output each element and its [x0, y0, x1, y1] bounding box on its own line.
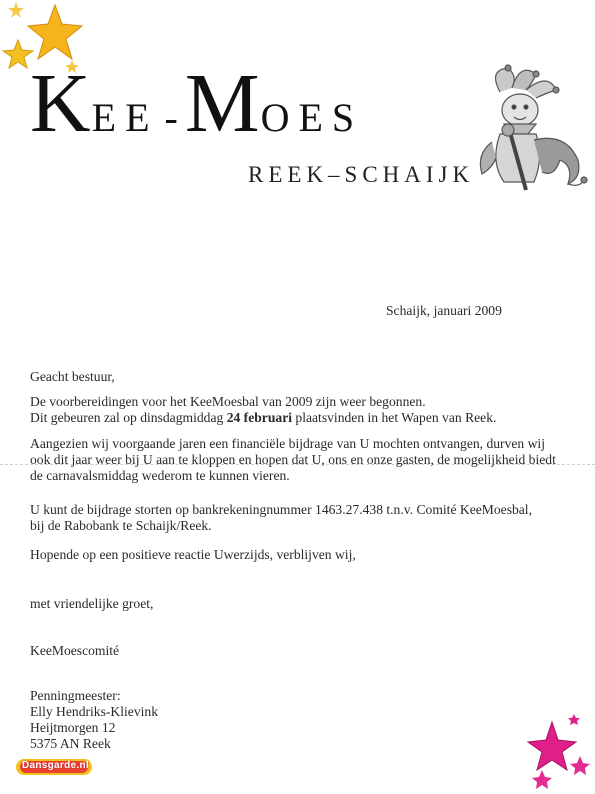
paragraph-3-line-2: bij de Rabobank te Schaijk/Reek.	[30, 518, 212, 533]
watermark-text: Dansgarde.nl	[22, 760, 89, 771]
title-initial-k: K	[30, 57, 92, 150]
paragraph-1-text-before: Dit gebeuren zal op dinsdagmiddag	[30, 410, 227, 425]
tiny-gold-star	[8, 2, 24, 18]
watermark-logo	[16, 757, 94, 777]
large-pink-star	[528, 722, 576, 770]
paragraph-3-line-1: U kunt de bijdrage storten op bankrekeningnummer 1463.27.438 t.n.v. Comité KeeMoesbal,	[30, 502, 532, 517]
small-gold-star	[3, 40, 33, 68]
letter-date: Schaijk, januari 2009	[386, 303, 502, 318]
paragraph-2-line-2: ook dit jaar weer bij U aan te kloppen en hopen dat U, ons en onze gasten, de mogelijkheid biedt	[30, 452, 556, 467]
event-date: 24 februari	[226, 410, 293, 425]
paragraph-2-line-3: de carnavalsmiddag wederom te kunnen vieren.	[30, 468, 290, 483]
letterhead-title	[30, 57, 364, 150]
tiny-pink-star	[568, 714, 580, 725]
title-part-ee: EE	[91, 95, 159, 140]
paragraph-4: Hopende op een positieve reactie Uwerzijds, verblijven wij,	[30, 547, 356, 562]
jester-icon	[470, 62, 588, 192]
letterhead-subtitle: REEK–SCHAIJK	[248, 162, 475, 187]
signature: KeeMoescomité	[30, 643, 120, 658]
paragraph-1-line-1: De voorbereidingen voor het KeeMoesbal van 2009 zijn weer begonnen.	[30, 394, 426, 409]
title-dash: -	[164, 95, 179, 140]
paragraph-1-text-after: plaatsvinden in het Wapen van Reek.	[292, 410, 497, 425]
small-pink-star	[570, 756, 590, 775]
closing: met vriendelijke groet,	[30, 596, 154, 611]
treasurer-street: Heijtmorgen 12	[30, 720, 116, 735]
small-pink-star-2	[532, 770, 552, 789]
pink-stars-icon	[520, 712, 595, 794]
title-initial-m: M	[184, 57, 261, 150]
large-gold-star	[28, 5, 82, 59]
title-part-oes: OES	[260, 95, 364, 140]
treasurer-title: Penningmeester:	[30, 688, 121, 703]
salutation: Geacht bestuur,	[30, 369, 115, 384]
treasurer-city: 5375 AN Reek	[30, 736, 111, 751]
paragraph-2-line-1: Aangezien wij voorgaande jaren een financiële bijdrage van U mochten ontvangen, durven wij	[30, 436, 545, 451]
treasurer-name: Elly Hendriks-Klievink	[30, 704, 158, 719]
paragraph-1-line-2	[30, 410, 496, 426]
